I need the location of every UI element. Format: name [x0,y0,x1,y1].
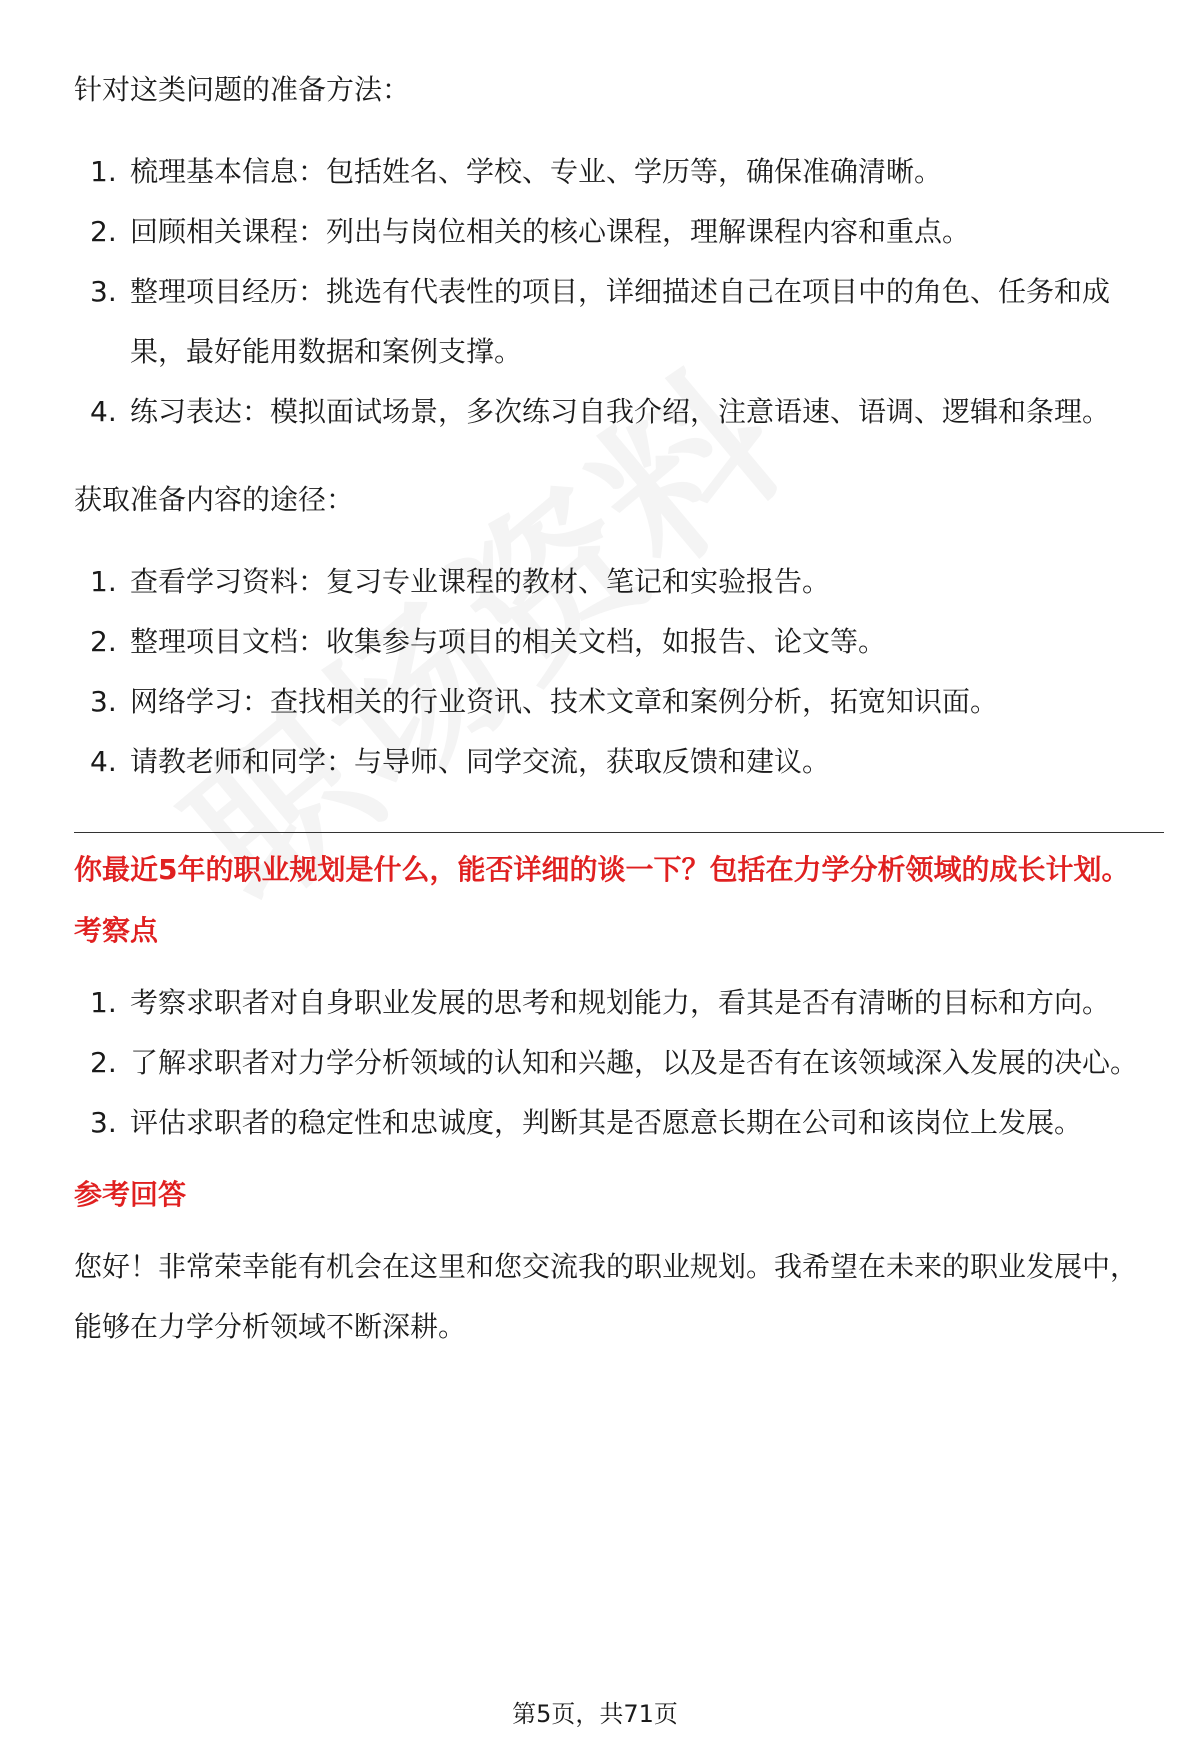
prep-sources-intro: 获取准备内容的途径： [74,483,355,516]
list-item [74,1093,1164,1153]
list-item [74,382,1164,442]
list-text: 考察求职者对自身职业发展的思考和规划能力，看其是否有清晰的目标和方向。 [130,986,1111,1019]
list-number: 1. [90,565,117,598]
section-divider [74,832,1164,833]
list-item [74,262,1164,382]
list-item [74,202,1164,262]
list-text: 评估求职者的稳定性和忠诚度，判断其是否愿意长期在公司和该岗位上发展。 [130,1106,1083,1139]
list-number: 2. [90,215,117,248]
list-text: 梳理基本信息：包括姓名、学校、专业、学历等，确保准确清晰。 [130,155,943,188]
list-item [74,142,1164,202]
list-number: 3. [90,275,117,308]
list-number: 3. [90,685,117,718]
list-text: 练习表达：模拟面试场景，多次练习自我介绍，注意语速、语调、逻辑和条理。 [130,395,1111,428]
list-item [74,552,1164,612]
list-item [74,612,1164,672]
list-number: 3. [90,1106,117,1139]
list-item [74,1033,1164,1093]
list-number: 2. [90,625,117,658]
page-content [74,60,1164,1357]
list-text: 整理项目经历：挑选有代表性的项目，详细描述自己在项目中的角色、任务和成果，最好能用数据和案例支撑。 [130,275,1111,368]
list-item [74,732,1164,792]
answer-text: 您好！非常荣幸能有机会在这里和您交流我的职业规划。我希望在未来的职业发展中，能够在力学分析领域不断深耕。 [74,1250,1139,1343]
list-item [74,672,1164,732]
list-text: 查看学习资料：复习专业课程的教材、笔记和实验报告。 [130,565,831,598]
points-heading: 考察点 [74,914,159,947]
answer-heading: 参考回答 [74,1178,187,1211]
prep-methods-list [74,142,1164,442]
list-text: 网络学习：查找相关的行业资讯、技术文章和案例分析，拓宽知识面。 [130,685,999,718]
prep-sources-list [74,552,1164,792]
list-number: 4. [90,745,117,778]
list-item [74,973,1164,1033]
list-number: 1. [90,986,117,1019]
assessment-points-list [74,973,1164,1153]
list-number: 1. [90,155,117,188]
list-text: 了解求职者对力学分析领域的认知和兴趣，以及是否有在该领域深入发展的决心。 [130,1046,1139,1079]
list-text: 整理项目文档：收集参与项目的相关文档，如报告、论文等。 [130,625,887,658]
prep-methods-intro: 针对这类问题的准备方法： [74,73,411,106]
page-footer: 第5页，共71页 [512,1700,678,1728]
question-title: 你最近5年的职业规划是什么，能否详细的谈一下？包括在力学分析领域的成长计划。 [74,853,1130,886]
list-text: 请教老师和同学：与导师、同学交流，获取反馈和建议。 [130,745,831,778]
list-text: 回顾相关课程：列出与岗位相关的核心课程，理解课程内容和重点。 [130,215,971,248]
list-number: 2. [90,1046,117,1079]
list-number: 4. [90,395,117,428]
